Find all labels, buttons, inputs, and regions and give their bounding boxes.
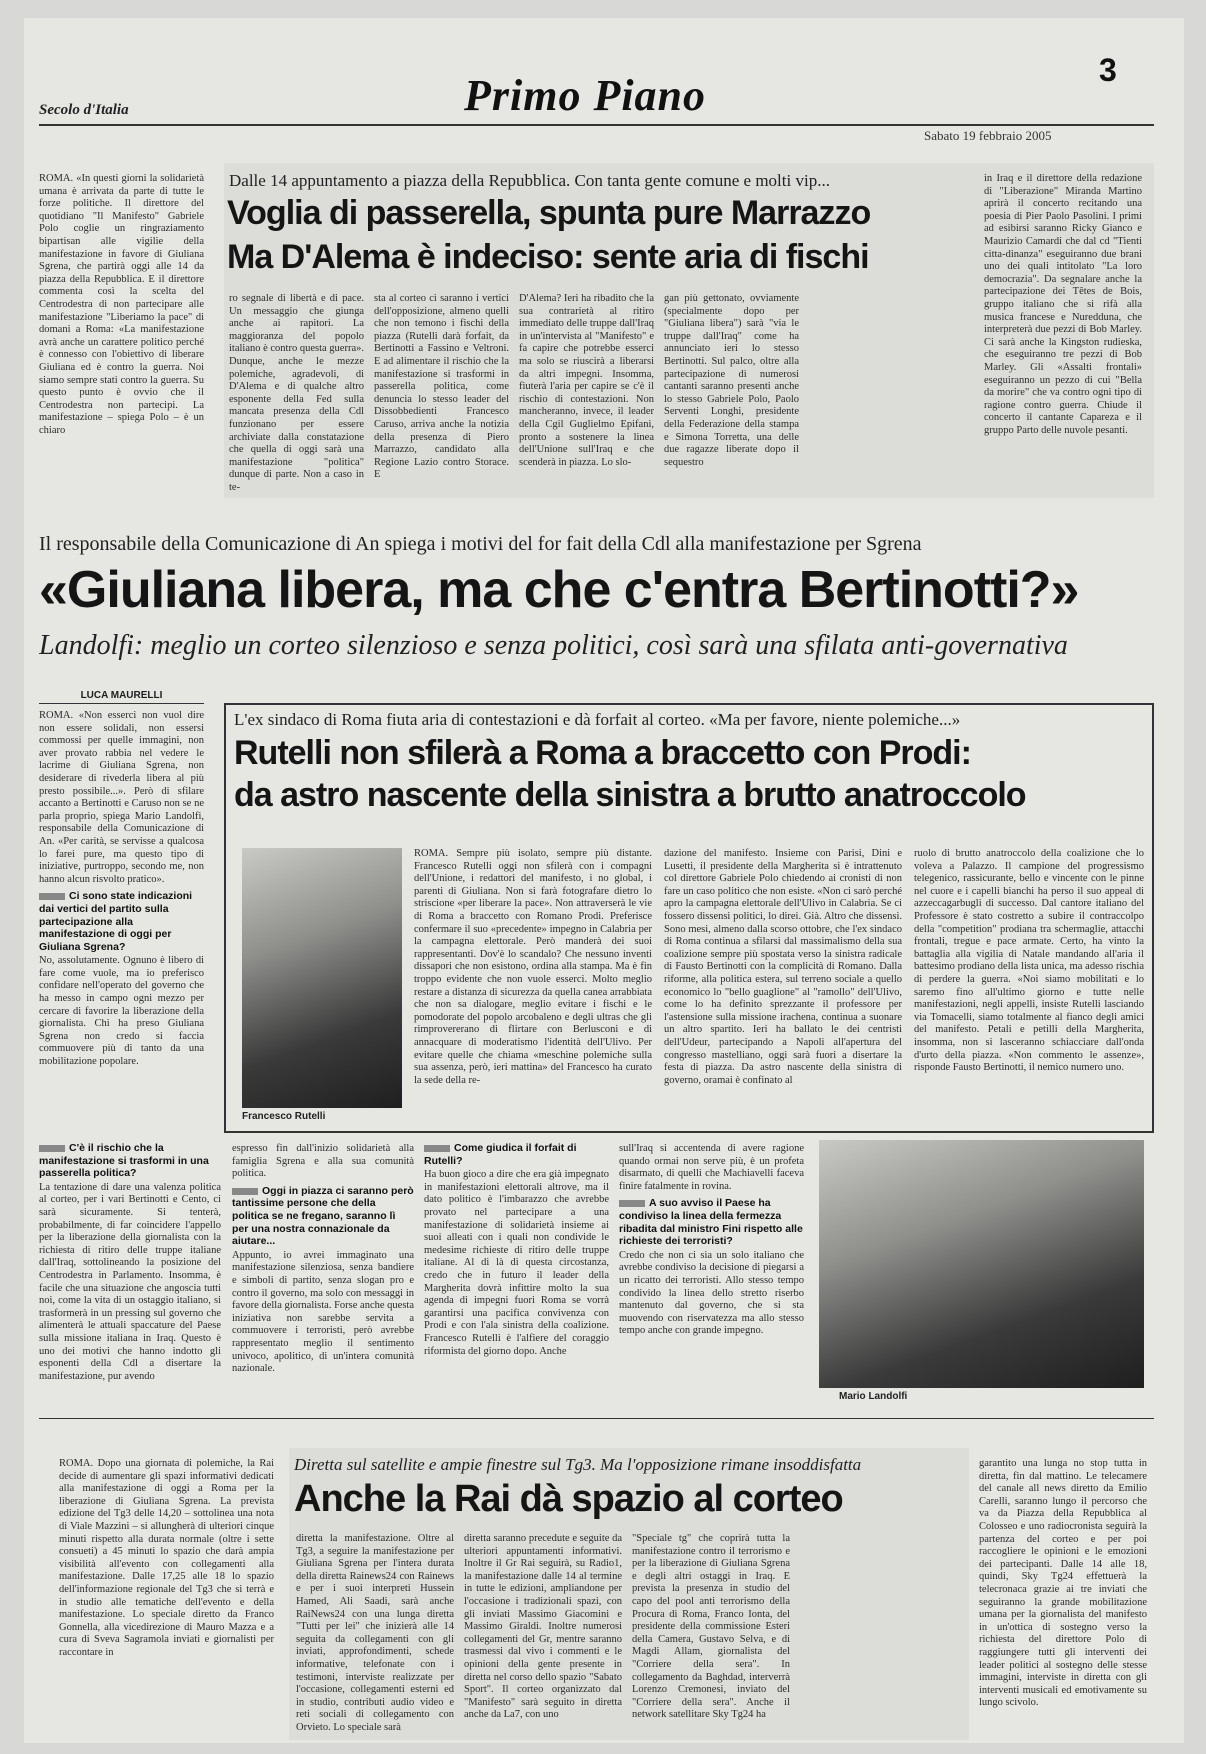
article2-question-2: C'è il rischio che la manifestazione si trasformi in una passerella politica? xyxy=(39,1142,209,1180)
question-marker xyxy=(424,1145,450,1152)
landolfi-photo xyxy=(819,1140,1144,1388)
article2-byline: LUCA MAURELLI xyxy=(39,690,204,704)
article1-column-5: gan più gettonato, ovviamente (specialmente dopo per "Giuliana libera") sarà "via le truppe dall'Iraq" come ha annunciato ieri lo stesso Bertinotti. Sul palco, oltre alla partecipazione di numerosi cantanti saranno presenti anche lo stesso Gabriele Polo, Paolo Serventi Longhi, presidente della Federazione della stampa e Simona Torretta, una delle due ragazze liberate dopo il sequestro xyxy=(664,293,799,468)
article4-column-4: "Speciale tg" che coprirà tutta la manifestazione contro il terrorismo e per la liberazione di Giuliana Sgrena e degli altri ostaggi in Iraq. E prevista la presenza in studio del capo del pool anti terrorismo della Procura di Roma, Franco Ionta, del presidente della commissione Esteri della Camera, Gustavo Selva, e di Magdi Allam, giornalista del "Corriere della sera". In collegamento da Baghdad, interverrà Lorenzo Cremonesi, inviato del "Corriere della sera". Anche il network satellitare Sky Tg24 ha xyxy=(632,1533,790,1721)
article1-column-4: D'Alema? Ieri ha ribadito che la sua contrarietà al ritiro immediato delle truppe dall'Iraq in un'intervista al "Manifesto" e fa capire che potrebbe esserci ma solo se riuscirà a liberarsi da altri impegni. Insomma, fiuterà l'aria per capire se c'è il rischio di contestazioni. Non mancheranno, invece, il leader della Cgil Guglielmo Epifani, pronto a sostenere la linea dell'Unione sull'Iraq e che scenderà in piazza. Lo slo- xyxy=(519,293,654,468)
article4-top-rule xyxy=(39,1418,1154,1419)
article2-kicker: Il responsabile della Comunicazione di An spiega i motivi del for fait della Cdl alla manifestazione per Sgrena xyxy=(39,533,922,555)
article1-headline-line1: Voglia di passerella, spunta pure Marrazzo xyxy=(227,194,871,232)
article1-lead-column: ROMA. «In questi giorni la solidarietà umana è arrivata da parte di tutte le forze politiche. Il direttore del quotidiano "Il Manifesto" Gabriele Polo coglie un ringraziamento bipartisan alle vigilie della manifestazione in favore di Giuliana Sgrena, che partirà oggi alle 14 da piazza della Repubblica. E il direttore commenta così la scelta del Centrodestra di non partecipare alle manifestazione "Liberiamo la pace" di domani a Roma: «La manifestazione avrà anche un carattere politico perché è connesso con l'obiettivo di liberare Giuliana ed è contro la guerra. Noi siamo sempre stati contro la guerra. Su questo punto è ovvio che il Centrodestra non partecipi. La manifestazione – spiega Polo – è un chiaro xyxy=(39,173,204,436)
article2-column-2: C'è il rischio che la manifestazione si trasformi in una passerella politica? La tentazione di dare una valenza politica al corteo, per i vari Bertinotti e Cento, ci sarà sicuramente. Si tenterà, probabilmente, di far coincidere l'appello per la liberazione della giornalista con la richiesta di ritiro delle truppe italiane dall'Iraq, sottolineando la posizione del Centrodestra in Parlamento. Insomma, è facile che una situazione che angoscia tutti noi, come la vita di un ostaggio italiano, si trasformerà in un pressing sul governo che alimenterà le attuali spaccature del Paese sulla missione italiana in Iraq. Questo è uno dei motivi che hanno indotto gli esponenti della Cdl a disertare la manifestazione, pur avendo xyxy=(39,1142,221,1382)
article2-question-1: Ci sono state indicazioni dai vertici del partito sulla partecipazione alla manifestazione di oggi per Giuliana Sgrena? xyxy=(39,890,193,953)
question-marker xyxy=(619,1200,645,1207)
article2-headline: «Giuliana libera, ma che c'entra Bertinotti?» xyxy=(39,561,1079,619)
article2-column-5: sull'Iraq si accentenda di avere ragione quando ormai non serve più, è un profeta disarmato, di quelli che Machiavelli faceva finire fatalmente in rovina. A suo avviso il Paese ha condiviso la linea della fermezza ribadita dal ministro Fini rispetto alle richieste dei terroristi? Credo che non ci sia un solo italiano che avrebbe condiviso la decisione di piegarsi a un ricatto dei terroristi. Allo stesso tempo condivido la linea dello stretto riserbo mantenuto dal governo, che si sta muovendo con riservatezza ma allo stesso tempo anche con grande impegno. xyxy=(619,1143,804,1337)
question-marker xyxy=(232,1188,258,1195)
article4-column-2: diretta la manifestazione. Oltre al Tg3, a seguire la manifestazione per Giuliana Sgrena per l'intera durata della diretta Rainews24 con Rainews e per i suoi interpreti Hussein Hamed, Ali Saadi, sarà anche RaiNews24 con una lunga diretta "Tutti per lei" che inizierà alle 14 seguita da collegamenti con gli inviati, approfondimenti, schede informative, telefonate con i testimoni, interviste realizzate per l'occasione, collegamenti esterni ed in studio, contributi audio video e reti sociali di collegamento con Orvieto. Lo speciale sarà xyxy=(296,1533,454,1733)
newspaper-page xyxy=(24,18,1184,1743)
article2-question-4: Come giudica il forfait di Rutelli? xyxy=(424,1142,577,1167)
question-marker xyxy=(39,1145,65,1152)
article2-column-1: ROMA. «Non esserci non vuol dire non essere solidali, non essersi commossi per quelle immagini, non aver provato rabbia nel vedere le lacrime di Giuliana Sgrena, non desiderare di rivederla libera al più presto possibile...». Però di sfilare accanto a Bertinotti e Caruso non se ne parla proprio, spiega Mario Landolfi, responsabile della Comunicazione di An. «Per carità, se servisse a qualcosa lo farei pure, ma questo tipo di iniziative, purtroppo, secondo me, non hanno alcun risvolto pratico». Ci sono state indicazioni dai vertici del partito sulla partecipazione alla manifestazione di oggi per Giuliana Sgrena? No, assolutamente. Ognuno è libero di fare come vuole, ma io preferisco confidare nell'operato del governo che ha messo in campo ogni mezzo per cercare di favorire la liberazione della giornalista. Chi ha preso Giuliana Sgrena non credo si faccia commuovere più di tanto da una mobilitazione popolare. xyxy=(39,710,204,1068)
article3-column-3: ruolo di brutto anatroccolo della coalizione che lo voleva a Palazzo. Il campione del progressismo telegenico, rassicurante, bello e vincente con le pinne nel cuore e i capelli bianchi ha perso il suo appeal di azzeccagarbugli di successo. Dal cantore italiano del Professore è stato costretto a subire il contraccolpo della "competition" prodiana tra schermaglie, attacchi frontali, tregue e pace armate. Certo, ha vinto la battaglia alla vigilia di Natale mandando all'aria il battesimo prodiano della lista unica, ma adesso rischia di perdere la guerra. «Noi siamo mobilitati e lo saremo fino all'ultimo giorno e tutte nelle manifestazioni, negli appelli, insiste Rutelli lasciando via Tomacelli, siamo totalmente al fianco degli amici del manifesto. Petali e petilli della Margherita, insomma, non si lasceranno schiacciare dall'onda d'urto della piazza. «Non commento le assenze», risponde Fausto Bertinotti, il nemico numero uno. xyxy=(914,848,1144,1074)
question-marker xyxy=(39,893,65,900)
article3-headline-line2: da astro nascente della sinistra a brutto anatroccolo xyxy=(234,776,1026,814)
article2-column-3: espresso fin dall'inizio solidarietà alla famiglia Sgrena e alla sua comunità politica. Oggi in piazza ci saranno però tantissime persone che della politica se ne fregano, saranno lì per una nostra connazionale da aiutare... Appunto, io avrei immaginato una manifestazione silenziosa, senza bandiere e simboli di partito, senza slogan pro e contro il governo, ma solo con messaggi in favore della giornalista. Forse anche questa iniziativa non sarebbe servita a commuovere i terroristi, però avrebbe rappresentato meglio il sentimento univoco, apolitico, di un'intera comunità nazionale. xyxy=(232,1143,414,1375)
article2-question-3: Oggi in piazza ci saranno però tantissime persone che della politica se ne fregano, saranno lì per una nostra connazionale da aiutare... xyxy=(232,1184,414,1248)
article1-column-2: ro segnale di libertà e di pace. Un messaggio che giunga anche ai rapitori. La maggioranza del popolo italiano è contro questa guerra». Dunque, anche le mezze polemiche, agradevoli, di D'Alema e di qualche altro esponente della Fed sulla mancata presenza della Cdl funzionano per essere archiviate dalla constatazione che quella di oggi sarà una manifestazione "politica" dunque di parte. Non a caso in te- xyxy=(229,293,364,493)
article2-column-4: Come giudica il forfait di Rutelli? Ha buon gioco a dire che era già impegnato in manifestazioni elettorali altrove, ma il dato politico è l'imbarazzo che avrebbe provato nel partecipare a una manifestazione di solidarietà insieme ai suoi alleati con i quali non condivide le medesime richieste di ritiro delle truppe italiane. Al di là di questa circostanza, credo che in futuro il leader della Margherita dovrà infittire molto la sua agenda di impegni fuori Roma se vorrà garantirsi una pacifica convivenza con Prodi e con l'ala sinistra della coalizione. Francesco Rutelli è l'alfiere del coraggio riformista del giorno dopo. Anche xyxy=(424,1142,609,1357)
rutelli-photo xyxy=(242,848,402,1108)
article3-column-1: ROMA. Sempre più isolato, sempre più distante. Francesco Rutelli oggi non sfilerà con i compagni dell'Unione, i redattori del manifesto, i no global, i parenti di Giuliana. Non si farà fotografare dietro lo striscione «per liberare la pace». Non attraverserà le vie di Roma a braccetto con Romano Prodi. Preferisce confermare il suo «precedente» impegno in Calabria per la campagna elettorale. Però manderà dei suoi rappresentanti. Dov'è lo scandalo? Che nessuno inventi dissapori che non esistono, ordina alla stampa. Ma è fin troppo evidente che non vuole esserci. Molto meglio restare a distanza di sicurezza da quella canea arrabbiata che non sa dialogare, meglio evitare i fischi e le pomodorate del popolo arcobaleno e degli ultras che gli rimprovererano di flirtare con Berlusconi e di annacquare di moderatismo l'identità dell'Ulivo. Per evitare quelle che chiama «meschine polemiche sulla sua assenza, però, ieri mattina» del Francesco ha curato la sede della re- xyxy=(414,848,652,1086)
article3-column-2: dazione del manifesto. Insieme con Parisi, Dini e Lusetti, il presidente della Margherita si è intrattenuto col direttore Gabriele Polo chiedendo ai cronisti di non fare un caso politico che non esiste. «Non ci sarò perché apro la campagna elettorale dell'Ulivo in Calabria. Se ci fossero dissensi politici, lo direi. Già. Altro che dissensi. Sono mesi, almeno dalla scorso ottobre, che l'ex sindaco di Roma continua a sfilarsi dal massimalismo della sua coalizione sempre più spostata verso la sinistra radicale di Fausto Bertinotti con la complicità di Romano. Dalla riforme, alla politica estera, sul terreno sociale a quello economico lo "bello guaglione" al "ramollo" dell'Ulivo, come lo ha definito sprezzante il professore per l'astensione sulla missione irachena, continua a suonare un altro spartito. Ieri ha ballato le dei centristi dell'Udeur, partecipando a Napoli all'apertura del congresso mastelliano, oggi sarà fuori a disertare la festa di piazza. Da astro nascente della sinistra di governo, oramai è confinato al xyxy=(664,848,902,1086)
rutelli-photo-caption: Francesco Rutelli xyxy=(242,1111,326,1122)
article4-column-3: diretta saranno precedute e seguite da ulteriori appuntamenti informativi. Inoltre il Gr Rai seguirà, su Radio1, la manifestazione dalle 14 al termine in tutte le edizioni, ampliandone per l'occasione i tradizionali spazi, con gli inviati Massimo Giacomini e Massimo Giraldi. Inoltre numerosi collegamenti del Gr, mentre saranno trasmessi dal vivo i commenti e le opinioni della gente presente in diretta nel corso dello spazio "Sabato Sport". Il corteo organizzato dal "Manifesto" sarà seguito in diretta anche da La7, con uno xyxy=(464,1533,622,1721)
article1-column-3: sta al corteo ci saranno i vertici dell'opposizione, almeno quelli che non temono i fischi della piazza (Rutelli darà forfait, da Bertinotti a Fassino e Veltroni. E ad alimentare il rischio che la manifestazione si trasformi in passerella politica, come denuncia lo stesso leader del Dissobbedienti Francesco Caruso, arriva anche la notizia della presenza di Piero Marrazzo, candidato alla Regione Lazio contro Storace. E xyxy=(374,293,509,481)
paper-name: Secolo d'Italia xyxy=(39,102,129,118)
article4-lead-column: ROMA. Dopo una giornata di polemiche, la Rai decide di aumentare gli spazi informativi dedicati alla manifestazione di oggi a Roma per la liberazione di Giuliana Sgrena. La prevista edizione del Tg3 delle 14,20 – sottolinea una nota di Viale Mazzini – si allungherà di ulteriori cinque minuti rispetto alla durata normale (oltre i sette consueti) a 45 minuti lo spazio che darà ampia visibilità all'evento con collegamenti alla manifestazione. Dalle 17,25 alle 18 lo spazio dell'informazione regionale del Tg3 che si terrà e in studio alle tematiche dell'evento e della manifestazione. Lo speciale diretto da Franco Gonnella, alla vicedirezione di Mauro Mazza e a cura di Sveva Sagramola inviati e giornalisti per raccontare in xyxy=(59,1458,274,1658)
article3-kicker: L'ex sindaco di Roma fiuta aria di contestazioni e dà forfait al corteo. «Ma per favore, niente polemiche...» xyxy=(234,710,961,729)
article4-column-5: garantito una lunga no stop tutta in diretta, fin dal mattino. Le telecamere del canale all news diretto da Emilio Carelli, saranno lungo il percorso che va da Piazza della Repubblica al Colosseo e uno radiocronista seguirà la partenza del corteo e per poi raccogliere le opinioni e le emozioni dei partecipanti. Dalle 14 alle 18, quindi, Sky Tg24 effettuerà la telecronaca grazie ai tre inviati che seguiranno la grande mobilitazione umana per la giornalista del manifesto in un'ottica di sostegno verso la richiesta del direttore Polo di raggiungere tutti gli interventi dei leader politici al sostegno delle stesse immagini, interviste in diretta con gli interventi musicali ed emotivamente su lungo scivolo. xyxy=(979,1458,1147,1709)
issue-date: Sabato 19 febbraio 2005 xyxy=(924,128,1052,143)
article1-kicker: Dalle 14 appuntamento a piazza della Repubblica. Con tanta gente comune e molti vip... xyxy=(229,171,830,190)
section-title: Primo Piano xyxy=(464,71,707,120)
masthead-rule xyxy=(39,124,1154,126)
landolfi-photo-caption: Mario Landolfi xyxy=(839,1391,908,1402)
article1-headline-line2: Ma D'Alema è indeciso: sente aria di fischi xyxy=(227,238,869,276)
article2-subhead: Landolfi: meglio un corteo silenzioso e senza politici, così sarà una sfilata anti-governativa xyxy=(39,630,1068,661)
article4-headline: Anche la Rai dà spazio al corteo xyxy=(294,1478,843,1520)
article1-column-6: in Iraq e il direttore della redazione di "Liberazione" Miranda Martino aprirà il concerto recitando una poesia di Pier Paolo Pasolini. I primi ad esibirsi saranno Ricky Gianco e Maurizio Camardi che dal cd "Tienti citta-dinanza" eseguiranno due brani uno dei quali intitolato "La loro democrazia". Da segnalare anche la partecipazione dei Têtes de Bois, gruppo italiano che si rifà alla musica francese e Nuredduna, che interpreterà due pezzi di Bob Marley. Ci sarà anche la Kingston rudieska, che eseguiranno tre pezzi di Bob Marley. Gli «Assalti frontali» eseguiranno un pezzo di cui "Bella da morire" che va contro ogni tipo di ragione contro guerra. Chiude il concerto il cantante Capareza e il gruppo Parto delle nuvole pesanti. xyxy=(984,173,1142,436)
article4-kicker: Diretta sul satellite e ampie finestre sul Tg3. Ma l'opposizione rimane insoddisfatta xyxy=(294,1455,862,1474)
article2-question-5: A suo avviso il Paese ha condiviso la linea della fermezza ribadita dal ministro Fini rispetto alle richieste dei terroristi? xyxy=(619,1197,803,1248)
page-number: 3 xyxy=(1099,52,1117,88)
article3-headline-line1: Rutelli non sfilerà a Roma a braccetto con Prodi: xyxy=(234,734,971,772)
